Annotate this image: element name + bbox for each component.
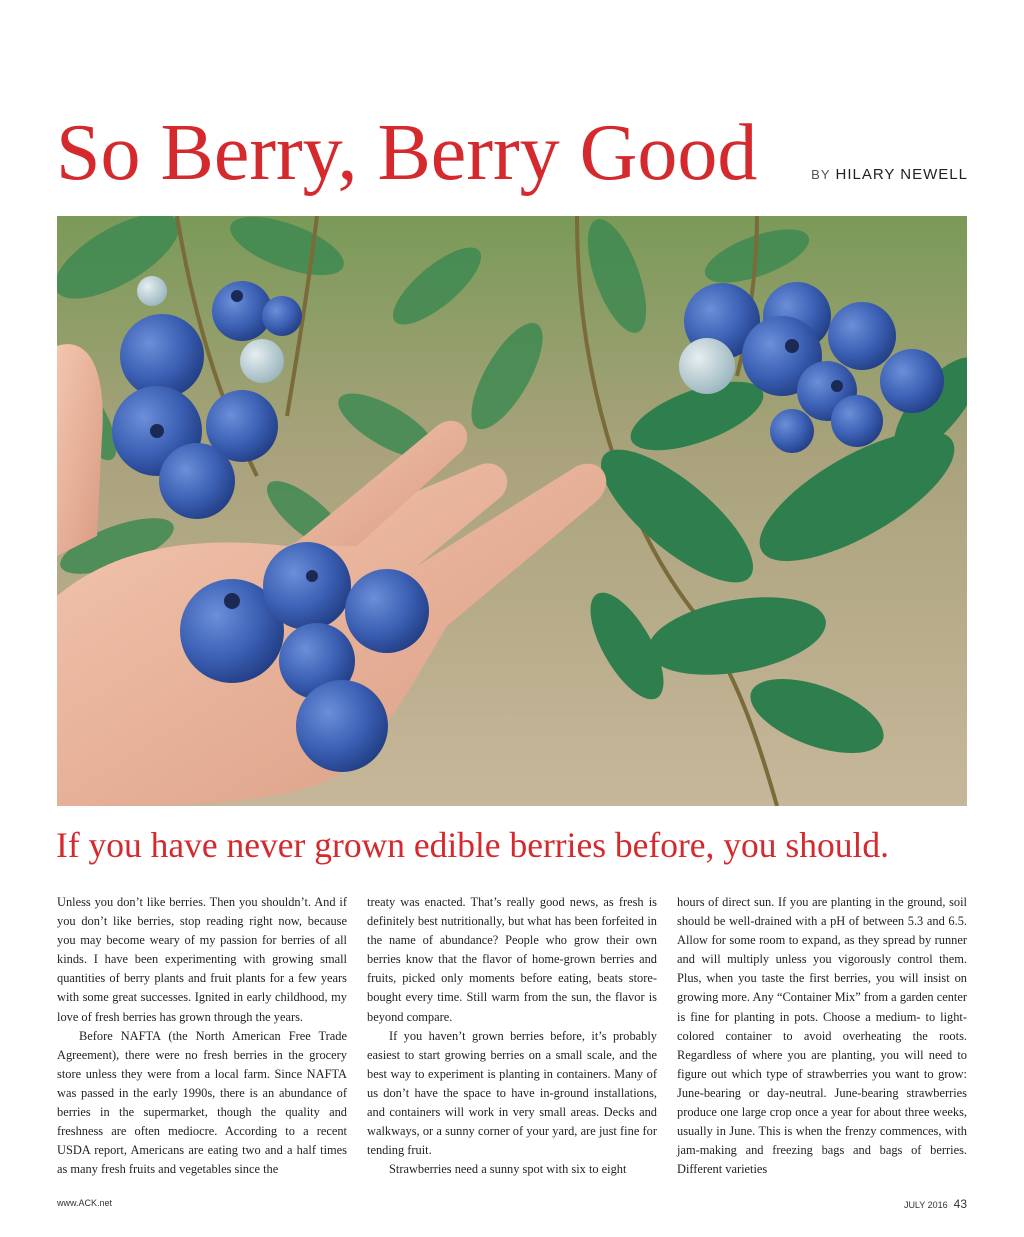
footer-folio (904, 1195, 967, 1213)
article-body (57, 893, 967, 1179)
text-column-1 (57, 893, 347, 1179)
author-name: HILARY NEWELL (835, 166, 968, 183)
text-column-3 (677, 893, 967, 1179)
paragraph: If you haven’t grown berries before, it’s probably easiest to start growing berries on a small scale, and the best way to experiment is planting in containers. Many of us don’t have the space to have in-ground installations, and containers will work in very small areas. Decks and walkways, or a sunny corner of your yard, are just fine for tending fruit. (367, 1028, 657, 1158)
article-title: So Berry, Berry Good (56, 109, 758, 197)
issue-date: JULY 2016 (903, 1200, 948, 1210)
blueberry-hand-illustration (57, 216, 967, 806)
article-subtitle: If you have never grown edible berries before, you should. (56, 825, 889, 865)
text-column-2 (367, 893, 657, 1179)
byline-prefix: BY (811, 167, 831, 182)
paragraph: Before NAFTA (the North American Free Trade Agreement), there were no fresh berries in the grocery store unless they were from a local farm. Since NAFTA was passed in the early 1990s, there is an abundance of berries in the supermarket, though the quality and freshness are often mediocre. According to a recent USDA report, Americans are eating two and a half times as many fresh fruits and vegetables since the (57, 1028, 347, 1177)
paragraph: hours of direct sun. If you are planting in the ground, soil should be well-drained with a pH of between 5.3 and 6.5. Allow for some room to expand, as they spread by runner and will multiply unless you vigorously control them. Plus, when you taste the first berries, you will insist on growing more. Any “Container Mix” from a garden center is fine for planting in pots. Choose a medium- to light-colored container to avoid overheating the roots. Regardless of where you are planting, you will need to figure out which type of strawberries you want to grow: June-bearing or day-neutral. June-bearing strawberries produce one large crop once a year for about three weeks, usually in June. This is when the frenzy commences, with jam-making and freezing bags and bags of berries. Different varieties (677, 895, 967, 1177)
paragraph: treaty was enacted. That’s really good news, as fresh is definitely best nutritionally, but what has been forfeited in the name of abundance? People who grow their own berries know that the flavor of home-grown berries and fruits, picked only moments before eating, beats store-bought every time. Still warm from the sun, the flavor is beyond compare. (367, 895, 657, 1024)
byline (811, 166, 968, 183)
paragraph: Strawberries need a sunny spot with six to eight (389, 1162, 627, 1177)
paragraph: Unless you don’t like berries. Then you shouldn’t. And if you don’t like berries, stop reading right now, because you may become weary of my passion for berries of all kinds. I have been experimenting with growing small quantities of berry plants and fruit plants for a few years with some great successes. Ignited in early childhood, my love of fresh berries has grown through the years. (57, 895, 347, 1024)
page-number: 43 (953, 1197, 967, 1211)
hero-photo (57, 216, 967, 806)
footer-website: www.ACK.net (57, 1198, 113, 1208)
